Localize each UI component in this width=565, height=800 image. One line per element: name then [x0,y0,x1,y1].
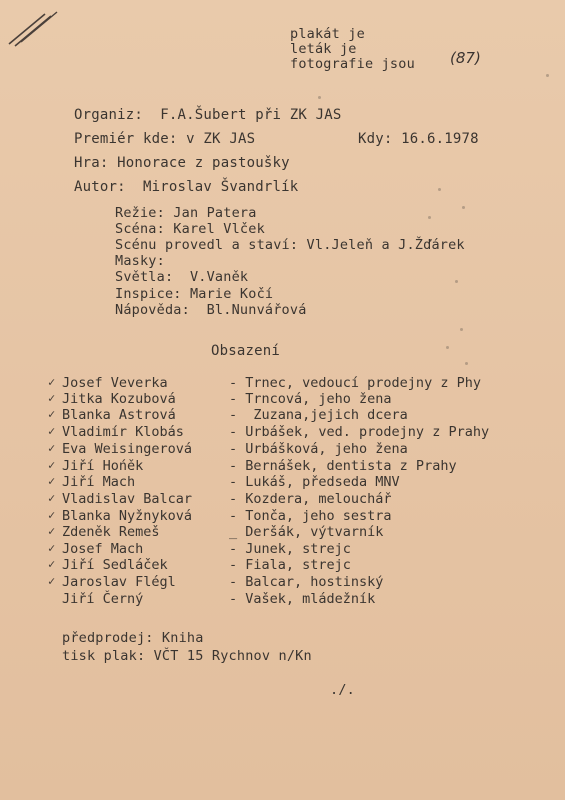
author-line: Autor: Miroslav Švandrlík [74,179,299,195]
cast-row [0,458,565,474]
ink-dot [462,206,465,209]
cast-row [0,474,565,490]
cast-role: - Bernášek, dentista z Prahy [229,458,457,474]
cast-actor: Josef Mach [62,541,144,557]
note-photos: fotografie jsou [290,56,415,72]
cast-actor: Zdeněk Remeš [62,524,160,540]
cast-actor: Eva Weisingerová [62,441,193,457]
footer-print: tisk plak: VČT 15 Rychnov n/Kn [62,648,312,664]
ink-dot [455,280,458,283]
ink-dot [446,346,449,349]
cast-row [0,391,565,407]
tick-mark-icon: ✓ [48,524,56,538]
tick-mark-icon: ✓ [48,557,56,571]
pen-slash-marks-icon [5,8,65,48]
tick-mark-icon: ✓ [48,508,56,522]
cast-row [0,441,565,457]
crew-built: Scénu provedl a staví: Vl.Jeleň a J.Žďárek [115,237,465,253]
tick-mark-icon: ✓ [48,491,56,505]
tick-mark-icon: ✓ [48,391,56,405]
ink-dot [428,216,431,219]
cast-row [0,407,565,423]
cast-row [0,541,565,557]
crew-prompter: Nápověda: Bl.Nunvářová [115,302,307,318]
play-title: Hra: Honorace z pastoušky [74,155,290,171]
organizer-line: Organiz: F.A.Šubert při ZK JAS [74,107,342,123]
cast-actor: Jaroslav Flégl [62,574,176,590]
cast-role: - Lukáš, předseda MNV [229,474,400,490]
crew-inspection: Inspice: Marie Kočí [115,286,274,302]
note-poster: plakát je [290,26,365,42]
tick-mark-icon: ✓ [48,441,56,455]
cast-role: - Zuzana,jejich dcera [229,407,408,423]
ink-dot [318,96,321,99]
cast-row [0,491,565,507]
tick-mark-icon: ✓ [48,474,56,488]
cast-role: - Junek, strejc [229,541,351,557]
cast-row [0,375,565,391]
cast-actor: Blanka Astrová [62,407,176,423]
ink-dot [460,328,463,331]
premiere-place: Premiér kde: v ZK JAS [74,131,256,147]
cast-actor: Jitka Kozubová [62,391,176,407]
cast-heading: Obsazení [211,343,281,359]
cast-actor: Vladimír Klobás [62,424,184,440]
cast-row [0,557,565,573]
cast-actor: Josef Veverka [62,375,168,391]
cast-actor: Jiří Černý [62,591,144,607]
tick-mark-icon: ✓ [48,375,56,389]
ink-dot [546,74,549,77]
cast-role: - Vašek, mládežník [229,591,376,607]
crew-scene: Scéna: Karel Vlček [115,221,265,237]
cast-role: - Trnec, vedoucí prodejny z Phy [229,375,481,391]
crew-masks: Masky: [115,253,165,269]
cast-actor: Blanka Nyžnyková [62,508,193,524]
ink-dot [465,362,468,365]
tick-mark-icon: ✓ [48,541,56,555]
cast-row [0,424,565,440]
cast-role: - Urbášková, jeho žena [229,441,408,457]
tick-mark-icon: ✓ [48,407,56,421]
cast-row [0,591,565,607]
cast-role: - Trncová, jeho žena [229,391,392,407]
cast-role: - Urbášek, ved. prodejny z Prahy [229,424,490,440]
tick-mark-icon: ✓ [48,458,56,472]
cast-row [0,574,565,590]
cast-actor: Jiří Mach [62,474,136,490]
tick-mark-icon: ✓ [48,574,56,588]
cast-role: - Fiala, strejc [229,557,351,573]
crew-lights: Světla: V.Vaněk [115,269,249,285]
ink-dot [438,188,441,191]
cast-role: - Balcar, hostinský [229,574,384,590]
tick-mark-icon: ✓ [48,424,56,438]
cast-row [0,508,565,524]
end-mark: ./. [330,682,355,698]
cast-role: - Kozdera, melouchář [229,491,392,507]
cast-actor: Vladislav Balcar [62,491,193,507]
premiere-date: Kdy: 16.6.1978 [358,131,479,147]
footer-presale: předprodej: Kniha [62,630,204,646]
crew-direction: Režie: Jan Patera [115,205,257,221]
cast-row [0,524,565,540]
cast-actor: Jiří Sedláček [62,557,168,573]
cast-role: _ Deršák, výtvarník [229,524,384,540]
note-leaflet: leták je [290,41,357,57]
cast-actor: Jiří Hońěk [62,458,144,474]
handwritten-number: (87) [450,49,481,67]
cast-role: - Tonča, jeho sestra [229,508,392,524]
